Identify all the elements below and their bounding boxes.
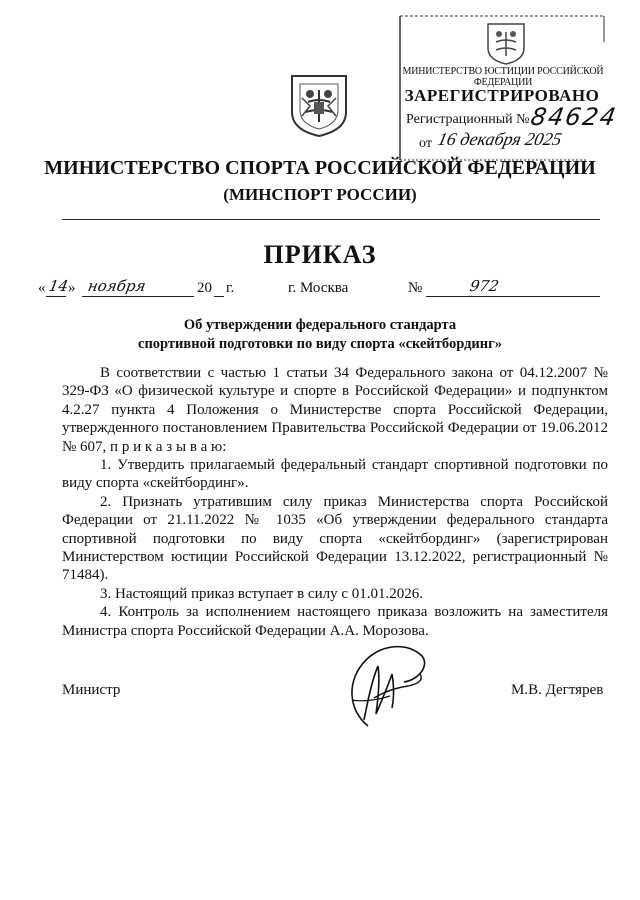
order-title: ПРИКАЗ xyxy=(263,240,377,269)
stamp-organization: МИНИСТЕРСТВО ЮСТИЦИИ РОССИЙСКОЙ ФЕДЕРАЦИИ xyxy=(402,66,604,88)
handwritten-signature xyxy=(338,640,434,732)
stamp-date-label: от xyxy=(419,136,432,151)
stamp-reg-number-label: Регистрационный № xyxy=(406,112,530,127)
day-underline xyxy=(46,296,66,297)
order-date-close-quote: » xyxy=(68,280,76,296)
header-divider xyxy=(62,219,600,220)
order-year-prefix: 20 xyxy=(197,280,212,296)
stamp-registered: ЗАРЕГИСТРИРОВАНО xyxy=(404,86,600,105)
order-year-suffix: г. xyxy=(226,280,235,296)
month-underline xyxy=(82,296,194,297)
order-number-label: № xyxy=(408,280,423,296)
stamp-emblem-icon xyxy=(484,20,528,66)
number-underline xyxy=(426,296,600,297)
body-item-3: 3. Настоящий приказ вступает в силу с 01.01.2026. xyxy=(100,585,423,602)
signatory-position: Министр xyxy=(62,682,121,698)
order-date-open-quote: « xyxy=(38,280,46,296)
body-item-4: 4. Контроль за исполнением настоящего приказа возложить на заместителя Министра спорта Российской Федерации А.А. Морозова. xyxy=(62,604,608,639)
order-city: г. Москва xyxy=(288,280,349,296)
order-number: 972 xyxy=(468,277,501,295)
ministry-title: МИНИСТЕРСТВО СПОРТА РОССИЙСКОЙ ФЕДЕРАЦИИ xyxy=(44,157,596,179)
order-subject xyxy=(0,316,640,354)
body-item-2: 2. Признать утратившим силу приказ Министерства спорта Российской Федерации от 21.11.2022 № 1035 «Об утверждении федерального стандарта спортивной подготовки по виду спорта «скейтбординг» (зарегистрирован Министерством юстиции Российской Федерации 13.12.2022, регистрационный № 71484). xyxy=(62,493,608,584)
coat-of-arms-emblem xyxy=(288,72,350,138)
order-body xyxy=(62,364,608,640)
year-underline xyxy=(214,296,224,297)
order-month: ноября xyxy=(86,277,148,295)
stamp-reg-number: 84624 xyxy=(528,103,620,131)
signatory-name: М.В. Дегтярев xyxy=(511,682,604,698)
order-day: 14 xyxy=(47,277,70,295)
subject-line-2: спортивной подготовки по виду спорта «скейтбординг» xyxy=(138,336,502,352)
ministry-short-name: (МИНСПОРТ РОССИИ) xyxy=(223,185,417,204)
subject-line-1: Об утверждении федерального стандарта xyxy=(183,317,457,333)
body-item-1: 1. Утвердить прилагаемый федеральный стандарт спортивной подготовки по виду спорта «скейтбординг». xyxy=(62,457,608,492)
stamp-date-value: 16 декабря 2025 xyxy=(435,129,564,149)
body-preamble: В соответствии с частью 1 статьи 34 Федерального закона от 04.12.2007 № 329-ФЗ «О физической культуре и спорте в Российской Федерации» и подпунктом 4.2.27 пункта 4 Положения о Министерстве спорта Российской Федерации, утвержденного постановлением Правительства Российской Федерации от 19.06.2012 № 607, п р и к а з ы в а ю: xyxy=(62,365,608,455)
